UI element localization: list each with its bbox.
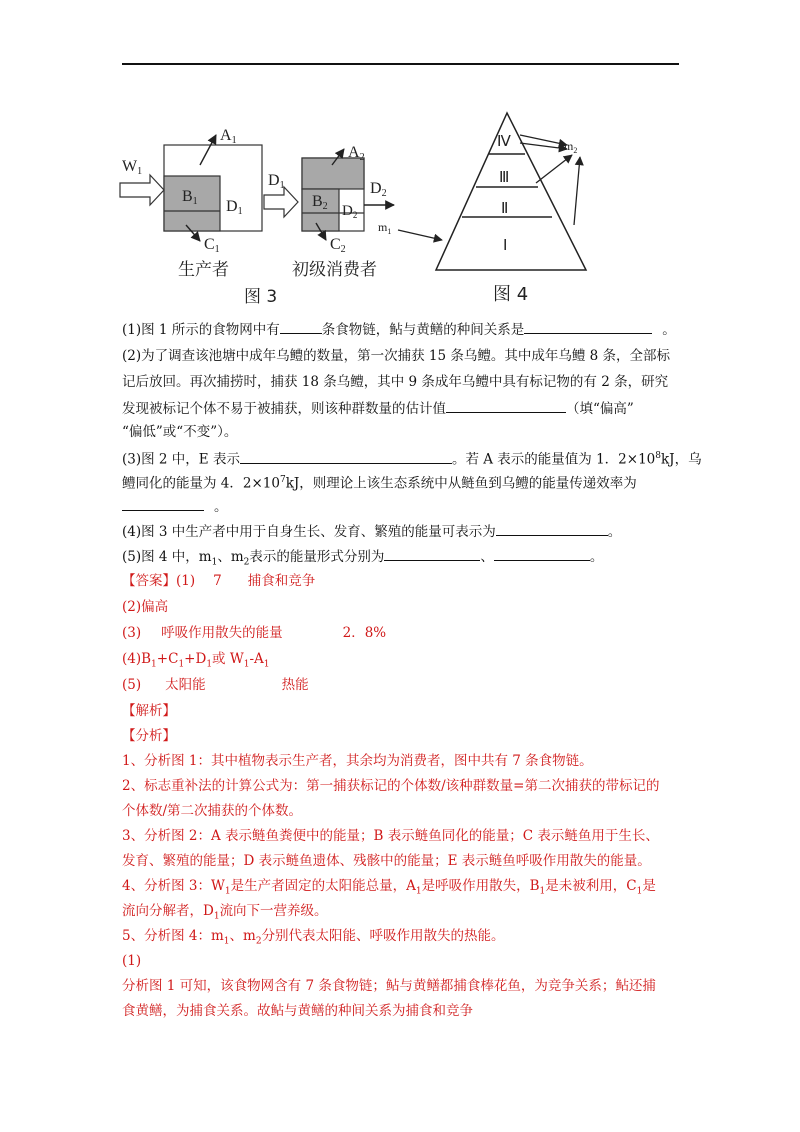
d2-inner-label: $D_2$ [342, 203, 358, 220]
m2-label: $m_2$ [564, 139, 578, 155]
analysis-point-1: 1、分析图 1：其中植物表示生产者，其余均为消费者，图中共有 7 条食物链。 [122, 753, 593, 769]
question-2-line-4: “偏低”或“不变”）。 [122, 424, 238, 440]
question-5: (5)图 4 中，$m_1$、$m_2$表示的能量形式分别为 、 。 [122, 546, 603, 573]
figure3-producer [120, 127, 262, 280]
analysis-point-5: 5、分析图 4：$m_1$、$m_2$分别代表太阳能、呼吸作用散失的热能。 [122, 928, 505, 947]
figure4-pyramid [378, 113, 586, 270]
analysis-point-3b: 发育、繁殖的能量；D 表示鲢鱼遗体、残骸中的能量；E 表示鲢鱼呼吸作用散失的能量。 [122, 853, 651, 869]
analysis-point-3a: 3、分析图 2：A 表示鲢鱼粪便中的能量；B 表示鲢鱼同化的能量；C 表示鲢鱼用于生长、 [122, 828, 659, 844]
d2-out-label: D2 [370, 180, 387, 199]
analysis-point-4b: 流向分解者，$D_1$流向下一营养级。 [122, 903, 328, 922]
analysis-sub-1: (1) [122, 953, 142, 969]
answer-4: $(4)B_1+C_1+D_1$或 $W_1-A_1$ [122, 651, 270, 670]
analysis-detail-b: 食黄鳝，为捕食关系。故鲇与黄鳝的种间关系为捕食和竞争 [122, 1003, 473, 1019]
level-1: Ⅰ [503, 238, 508, 254]
analysis-point-4a: 4、分析图 3：$W_1$是生产者固定的太阳能总量，$A_1$是呼吸作用散失，$B_1$是未被利用，$C_1$是 [122, 878, 656, 897]
answer-3: (3) 呼吸作用散失的能量 2．8% [122, 625, 387, 641]
question-2-line-1: (2)为了调查该池塘中成年乌鳢的数量，第一次捕获 15 条乌鳢。其中成年乌鳢 8 条，全部标 [122, 348, 671, 364]
analysis-heading: 【解析】 [122, 703, 176, 719]
c1-label: C1 [204, 236, 220, 255]
question-4: (4)图 3 中生产者中用于自身生长、发育、繁殖的能量可表示为 。 [122, 521, 621, 542]
analysis-detail-a: 分析图 1 可知，该食物网含有 7 条食物链；鲇与黄鳝都捕食棒花鱼，为竞争关系；鲇还捕 [122, 978, 656, 994]
m1-label: $m_1$ [378, 220, 392, 236]
figures-3-4 [112, 105, 702, 310]
figure3-consumer [292, 144, 394, 280]
level-4: Ⅳ [497, 134, 511, 150]
question-1: (1)图 1 所示的食物网中有 条食物链，鲇与黄鳝的种间关系是 。 [122, 319, 676, 340]
question-3-line-3: 。 [122, 496, 228, 517]
a2-label: A2 [348, 144, 365, 163]
figure4-caption: 图 4 [493, 284, 529, 305]
a1-label: A1 [220, 127, 237, 146]
c2-label: C2 [330, 236, 346, 255]
w1-label: W1 [122, 158, 143, 177]
answer-5: (5) 太阳能 热能 [122, 677, 309, 693]
analysis-point-2b: 个体数/第二次捕获的个体数。 [122, 803, 303, 819]
analysis-point-2a: 2、标志重补法的计算公式为：第一捕获标记的个体数/该种群数量=第二次捕获的带标记的 [122, 778, 660, 794]
level-2: Ⅱ [501, 201, 509, 217]
b1-label: B1 [182, 188, 198, 207]
analysis-subheading: 【分析】 [122, 728, 176, 744]
answer-2: (2)偏高 [122, 599, 169, 615]
question-2-line-3: 发现被标记个体不易于被捕获，则该种群数量的估计值 （填“偏高” [122, 398, 634, 419]
d1-label: D1 [226, 198, 243, 217]
question-3-line-1: (3)图 2 中，E 表示 。若 A 表示的能量值为 1．$2\times 10^8kJ$，乌 [122, 446, 702, 470]
figure3-caption: 图 3 [244, 287, 278, 307]
consumer-label: 初级消费者 [292, 260, 377, 280]
header-rule [122, 63, 679, 65]
producer-label: 生产者 [178, 260, 229, 280]
b2-label: B2 [312, 193, 328, 212]
d1-arrow-label: D1 [268, 172, 285, 191]
question-2-line-2: 记后放回。再次捕捞时，捕获 18 条乌鳢，其中 9 条成年乌鳢中具有标记物的有 2 条，研究 [122, 374, 669, 390]
answer-1: 【答案】(1) 7 捕食和竞争 [122, 573, 316, 589]
question-3-line-2: 鳢同化的能量为 4．$2\times 10^7kJ$，则理论上该生态系统中从鲢鱼到乌鳢的能量传递效率为 [122, 475, 637, 492]
level-3: Ⅲ [499, 170, 510, 186]
